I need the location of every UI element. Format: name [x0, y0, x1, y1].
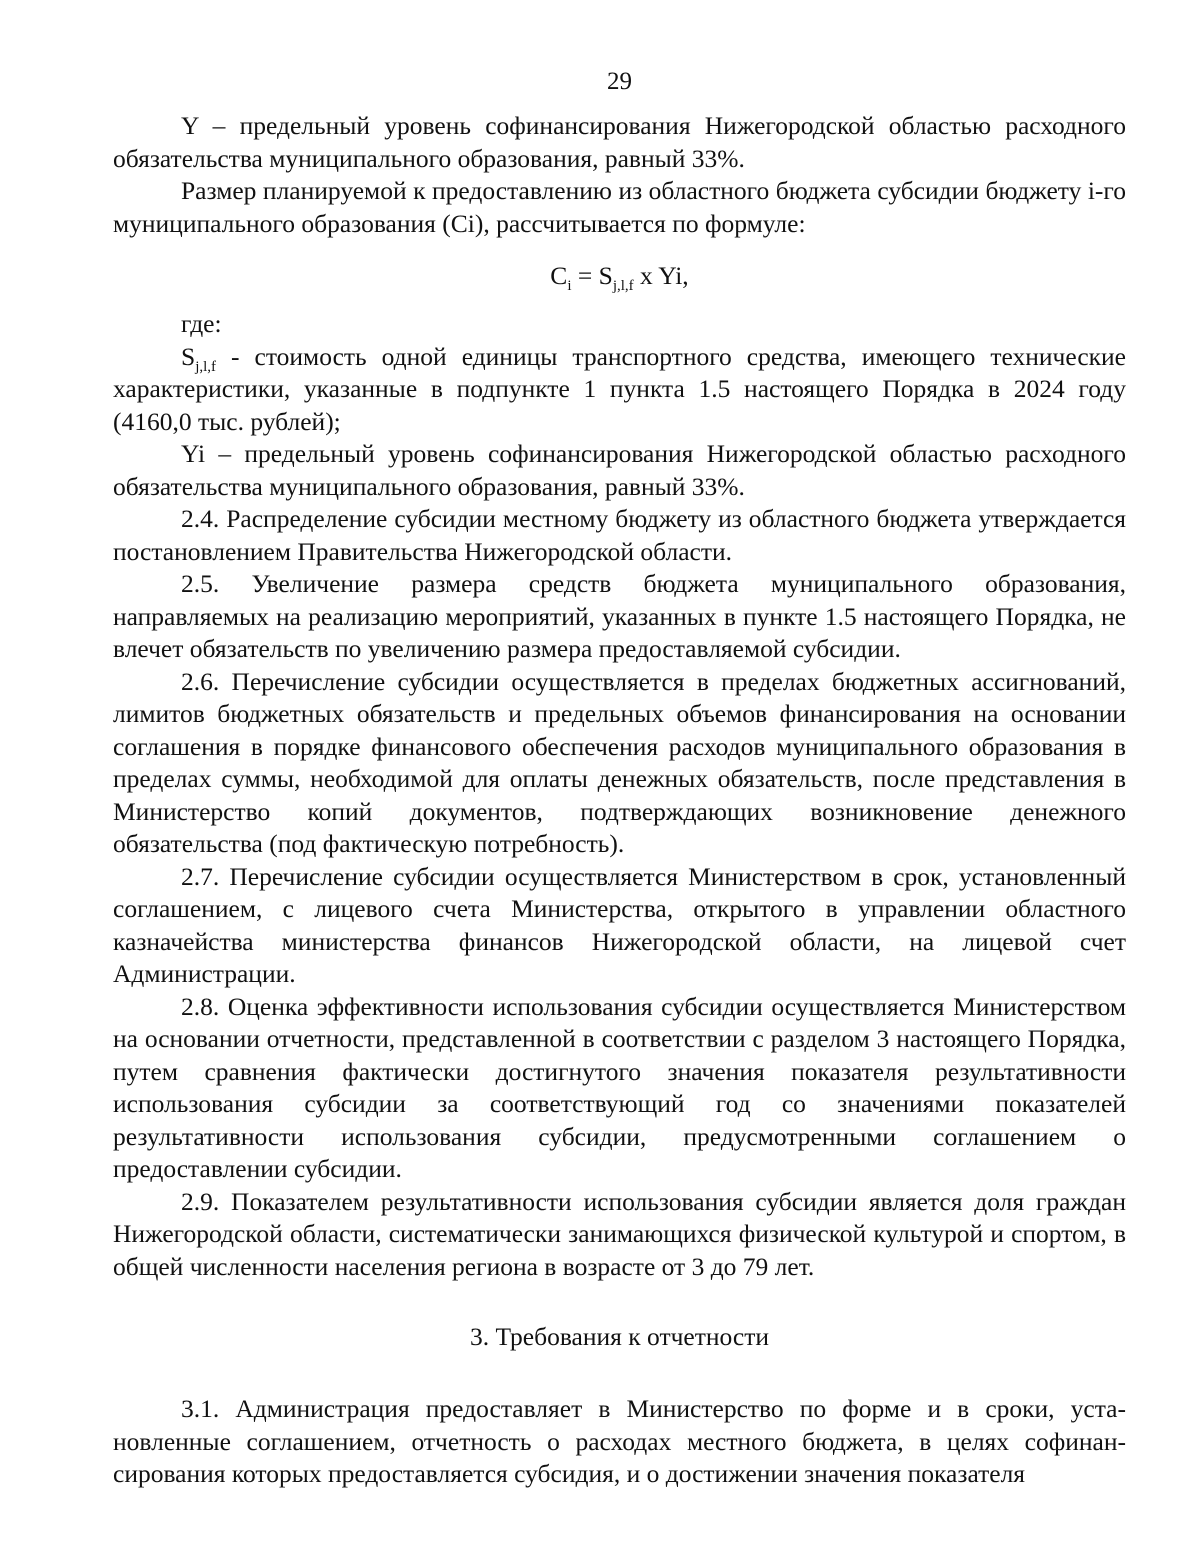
paragraph-2-5: 2.5. Увеличение размера средств бюджета муниципального образования, направляемых на реализацию мероприятий, указанных в пункте 1.5 настоящего Порядка, не влечет обязательств по увеличению размера предоставляемой субсидии. [113, 569, 1126, 663]
paragraph-y-definition: Y – предельный уровень софинансирования Нижегородской областью расходного обязательства муниципального образования, равный 33%. [113, 111, 1126, 173]
s-symbol: S [181, 341, 196, 371]
paragraph-2-6: 2.6. Перечисление субсидии осуществляется в пределах бюджетных ассигнований, лимитов бюджетных обязательств и предельных объемов финансирования на основании соглашения в порядке финансового обеспечения расходов муниципального образования в пределах суммы, необходимой для оплаты денежных обязательств, после представления в Министерство копий документов, подтверждающих возникновение денежного обязательства (под фактическую потребность). [113, 666, 1126, 858]
s-definition-text: - стоимость одной единицы транспортного средства, имеющего технические характеристики, указанные в подпункте 1 пункта 1.5 настоящего Порядка в 2024 году (4160,0 тыс. рублей); [113, 341, 1126, 436]
paragraph-where: где: [181, 309, 222, 338]
formula-ci [113, 260, 1126, 295]
paragraph-2-7: 2.7. Перечисление субсидии осуществляется Министерством в срок, установленный соглашением, с лицевого счета Министерства, открытого в управлении областного казначейства министерства финансов Нижегородской области, на лицевой счет Администрации. [113, 861, 1126, 988]
paragraph-2-8: 2.8. Оценка эффективности использования субсидии осуществляется Министерством на основании отчетности, представленной в соответствии с разделом 3 настоящего Порядка, путем сравнения фактически достигнутого значения показателя результативности использования субсидии за соответствующий год со значениями показателей результативности использования субсидии, предусмотренными соглашением о предоставлении субсидии. [113, 991, 1126, 1183]
document-page [113, 66, 1126, 1491]
paragraph-2-4: 2.4. Распределение субсидии местному бюджету из областного бюджета утверждается постановлением Правительства Нижегородской области. [113, 504, 1126, 566]
formula-s: S [598, 261, 613, 290]
formula-s-subscript: j,l,f [612, 278, 634, 295]
paragraph-3-1: 3.1. Администрация предоставляет в Министерство по форме и в сроки, установленные соглашением, отчетность о расходах местного бюджета, в целях софинансирования которых предоставляется субсидия, и о достижении значения показателя [113, 1394, 1126, 1488]
paragraph-yi-definition: Yi – предельный уровень софинансирования Нижегородской областью расходного обязательства муниципального образования, равный 33%. [113, 439, 1126, 501]
formula-equals: = [571, 261, 599, 290]
formula-c-subscript: i [567, 278, 572, 295]
formula-c: C [550, 261, 568, 290]
paragraph-size-intro: Размер планируемой к предоставлению из областного бюджета субсидии бюджету i-го муниципального образования (Сi), рассчитывается по формуле: [113, 176, 1126, 238]
s-symbol-subscript: j,l,f [195, 358, 217, 375]
paragraph-s-definition [113, 341, 1126, 439]
section-3-heading: 3. Требования к отчетности [469, 1322, 770, 1351]
page-number: 29 [607, 68, 632, 95]
formula-rest: x Yi, [633, 261, 689, 290]
paragraph-2-9: 2.9. Показателем результативности использования субсидии является доля граждан Нижегородской области, систематически занимающихся физической культурой и спортом, в общей численности населения региона в возрасте от 3 до 79 лет. [113, 1186, 1126, 1281]
